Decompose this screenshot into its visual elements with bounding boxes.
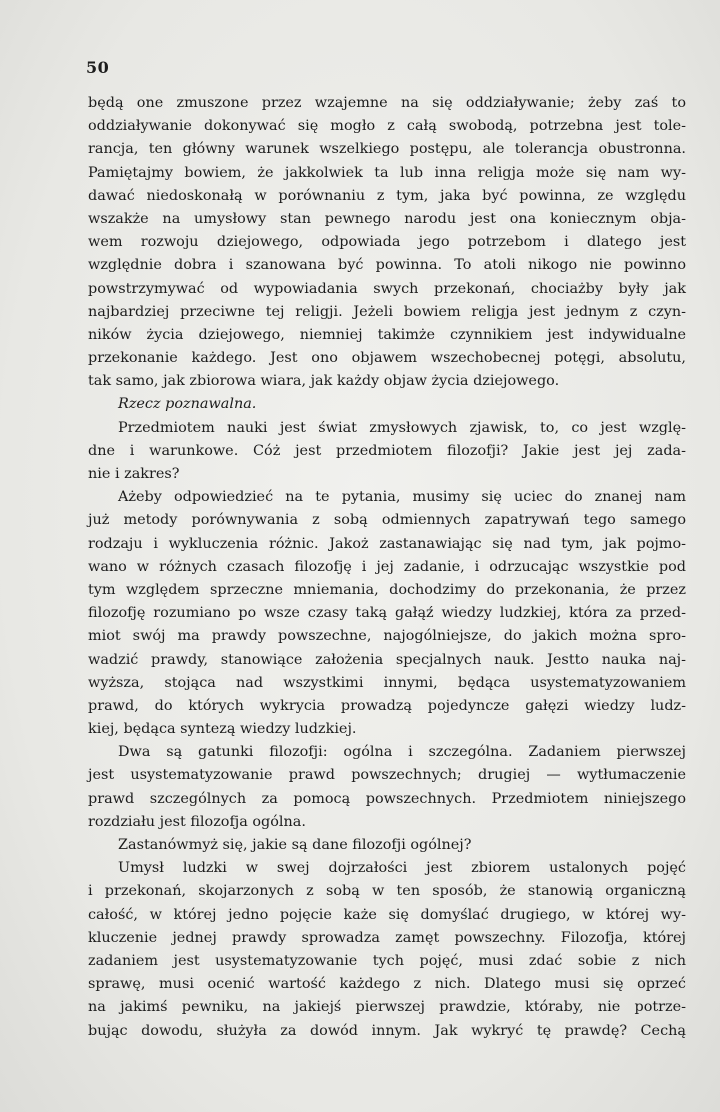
text-line: wem rozwoju dziejowego, odpowiada jego potrzebom i dlatego jest — [88, 234, 686, 251]
text-line: Przedmiotem nauki jest świat zmysłowych zjawisk, to, co jest wzglę- — [118, 419, 686, 436]
text-line: na jakimś pewniku, na jakiejś pierwszej prawdzie, któraby, nie potrze- — [88, 999, 686, 1016]
paragraph — [88, 92, 686, 393]
text-line: filozofję rozumiano po wsze czasy taką gałąź wiedzy ludzkiej, która za przed- — [88, 605, 686, 622]
text-line: rozdziału jest filozofja ogólna. — [88, 813, 306, 830]
text-line: prawd szczególnych za pomocą powszechnych. Przedmiotem niniejszego — [88, 790, 686, 807]
page-number: 50 — [86, 58, 110, 77]
text-line: Ażeby odpowiedzieć na te pytania, musimy się uciec do znanej nam — [118, 489, 686, 506]
text-line: całość, w której jedno pojęcie każe się domyślać drugiego, w której wy- — [88, 906, 686, 923]
section-heading: Rzecz poznawalna. — [118, 396, 257, 413]
text-line: względnie dobra i szanowana być powinna. To atoli nikogo nie powinno — [88, 257, 686, 274]
text-line: sprawę, musi ocenić wartość każdego z nich. Dlatego musi się oprzeć — [88, 976, 686, 993]
text-line: zadaniem jest usystematyzowanie tych pojęć, musi zdać sobie z nich — [88, 952, 686, 969]
text-line: najbardziej przeciwne tej religji. Jeżeli bowiem religja jest jednym z czyn- — [88, 303, 686, 320]
text-line: tak samo, jak zbiorowa wiara, jak każdy objaw życia dziejowego. — [88, 373, 560, 390]
text-line: nie i zakres? — [88, 466, 180, 482]
text-line: miot swój ma prawdy powszechne, najogólniejsze, do jakich można spro- — [88, 628, 686, 645]
paragraph — [88, 741, 686, 834]
body-text — [88, 92, 686, 1043]
text-line: Umysł ludzki w swej dojrzałości jest zbiorem ustalonych pojęć — [118, 860, 686, 877]
text-line: już metody porównywania z sobą odmiennych zapatrywań tego samego — [88, 512, 686, 529]
text-line: kluczenie jednej prawdy sprowadza zamęt powszechny. Filozofja, której — [88, 929, 686, 946]
text-line: kiej, będąca syntezą wiedzy ludzkiej. — [88, 721, 357, 738]
text-line: Zastanówmyż się, jakie są dane filozofji ogólnej? — [118, 837, 472, 853]
text-line: prawd, do których wykrycia prowadzą pojedyncze gałęzi wiedzy ludz- — [88, 697, 686, 714]
paragraph — [88, 486, 686, 741]
text-line: i przekonań, skojarzonych z sobą w ten sposób, że stanowią organiczną — [88, 883, 686, 900]
text-line: wszakże na umysłowy stan pewnego narodu jest ona koniecznym obja- — [88, 210, 686, 227]
text-line: bując dowodu, służyła za dowód innym. Jak wykryć tę prawdę? Cechą — [88, 1022, 686, 1039]
text-line: wano w różnych czasach filozofję i jej zadanie, i odrzucając wszystkie pod — [88, 558, 686, 575]
text-line: dawać niedoskonałą w porównaniu z tym, jaka być powinna, ze względu — [88, 187, 686, 204]
paragraph — [88, 834, 686, 857]
text-line: oddziaływanie dokonywać się mogło z całą swobodą, potrzebna jest tole- — [88, 118, 686, 135]
text-line: powstrzymywać od wypowiadania swych przekonań, chociażby były jak — [88, 280, 686, 297]
text-line: wadzić prawdy, stanowiące założenia specjalnych nauk. Jestto nauka naj- — [88, 651, 686, 668]
text-line: Pamiętajmy bowiem, że jakkolwiek ta lub inna religja może się nam wy- — [88, 164, 686, 181]
text-line: jest usystematyzowanie prawd powszechnych; drugiej — wytłumaczenie — [88, 767, 686, 784]
paragraph — [88, 857, 686, 1043]
text-line: Dwa są gatunki filozofji: ogólna i szczególna. Zadaniem pierwszej — [118, 744, 686, 761]
text-line: wyższa, stojąca nad wszystkimi innymi, będąca usystematyzowaniem — [88, 674, 686, 691]
text-line: tym względem sprzeczne mniemania, dochodzimy do przekonania, że przez — [88, 581, 686, 598]
text-line: rodzaju i wykluczenia różnic. Jakoż zastanawiając się nad tym, jak pojmo- — [88, 535, 686, 552]
text-line: będą one zmuszone przez wzajemne na się oddziaływanie; żeby zaś to — [88, 95, 686, 111]
text-line: dne i warunkowe. Cóż jest przedmiotem filozofji? Jakie jest jej zada- — [88, 442, 686, 459]
text-line: rancja, ten główny warunek wszelkiego postępu, ale tolerancja obustronna. — [88, 141, 686, 158]
text-line: ników życia dziejowego, niemniej takimże czynnikiem jest indywidualne — [88, 326, 686, 343]
paragraph — [88, 417, 686, 487]
text-line: przekonanie każdego. Jest ono objawem wszechobecnej potęgi, absolutu, — [88, 350, 686, 367]
